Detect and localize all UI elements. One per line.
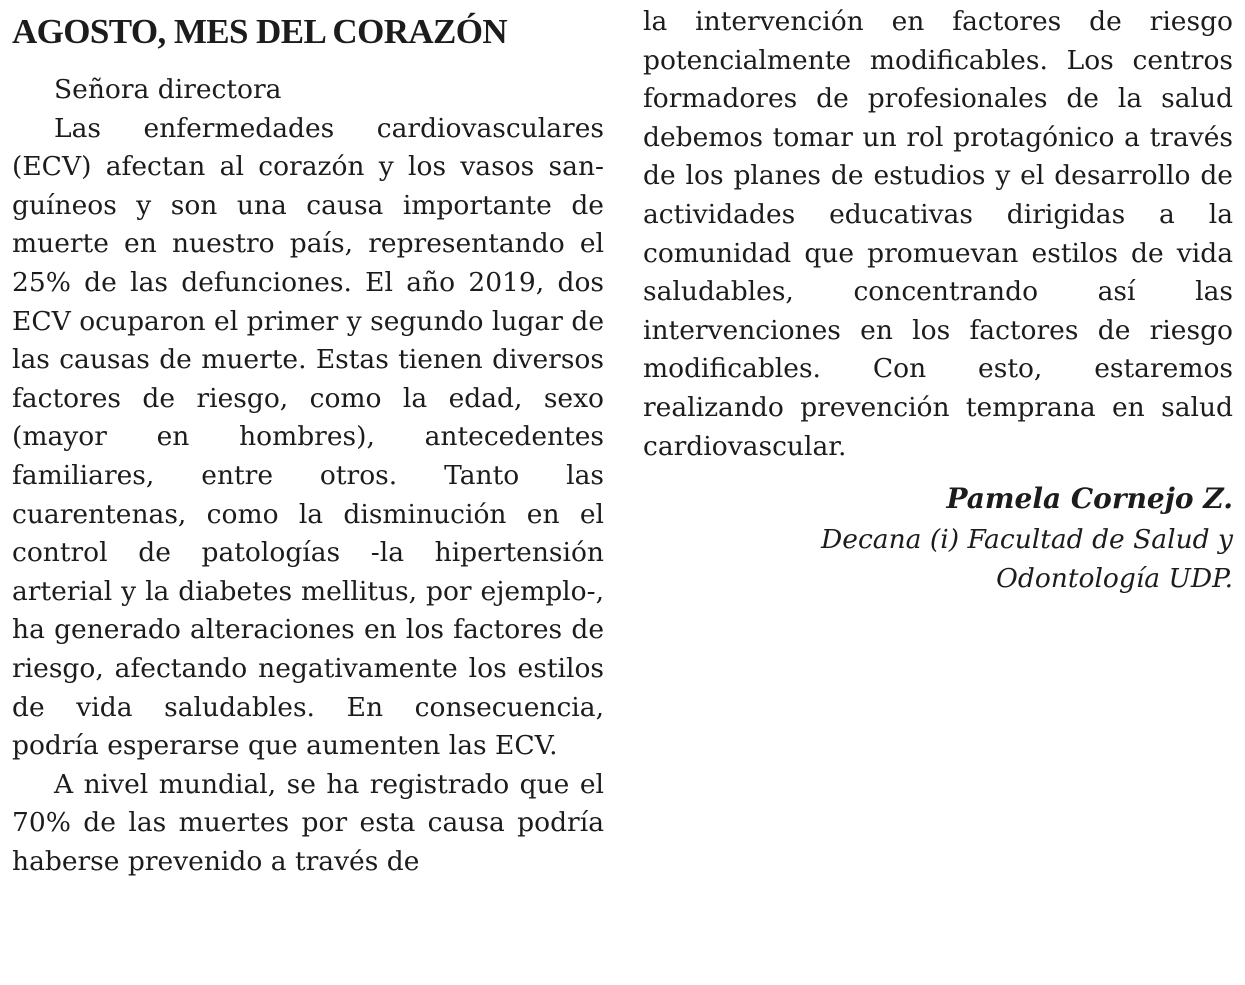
letter-paragraph-2: A nivel mundial, se ha registrado que el 70% de las muertes por esta causa podría haberse prevenido a través de	[12, 768, 604, 877]
left-column	[12, 0, 604, 881]
letter-paragraph-1: Las enfermedades cardiovasculares (ECV) afectan al corazón y los vasos sanguíneos y son una causa importante de muerte en nuestro país, representando el 25% de las defunciones. El año 2019, dos ECV ocuparon el primer y segundo lugar de las causas de muerte. Estas tienen diversos factores de riesgo, como la edad, sexo (mayor en hombres), antecedentes familiares, entre otros. Tanto las cuarentenas, como la disminución en el control de patologías -la hipertensión arterial y la diabetes mellitus, por ejemplo-, ha generado alteraciones en los factores de riesgo, afectando negativamente los estilos de vida saludables. En consecuencia, podría esperarse que aumenten las ECV.	[12, 112, 604, 762]
letter-signature	[821, 478, 1233, 598]
signature-role: Decana (i) Facultad de Salud y Odontología UDP.	[821, 524, 1233, 594]
right-column	[643, 0, 1233, 466]
letter-paragraph-2-continued: la intervención en factores de riesgo potencialmente modificables. Los centros formadores de profesionales de la salud debemos tomar un rol protagónico a través de los planes de estudios y el desarrollo de actividades educativas dirigidas a la comunidad que promuevan estilos de vida saludables, concentrando así las intervenciones en los factores de riesgo modificables. Con esto, estaremos realizando prevención temprana en salud cardiovascular.	[643, 6, 1233, 462]
letter-body-left	[12, 71, 604, 881]
letter-body-right	[643, 3, 1233, 466]
letter-headline: AGOSTO, MES DEL CORAZÓN	[12, 12, 508, 51]
signature-name: Pamela Cornejo Z.	[946, 482, 1233, 515]
letter-greeting: Señora directora	[54, 74, 282, 105]
